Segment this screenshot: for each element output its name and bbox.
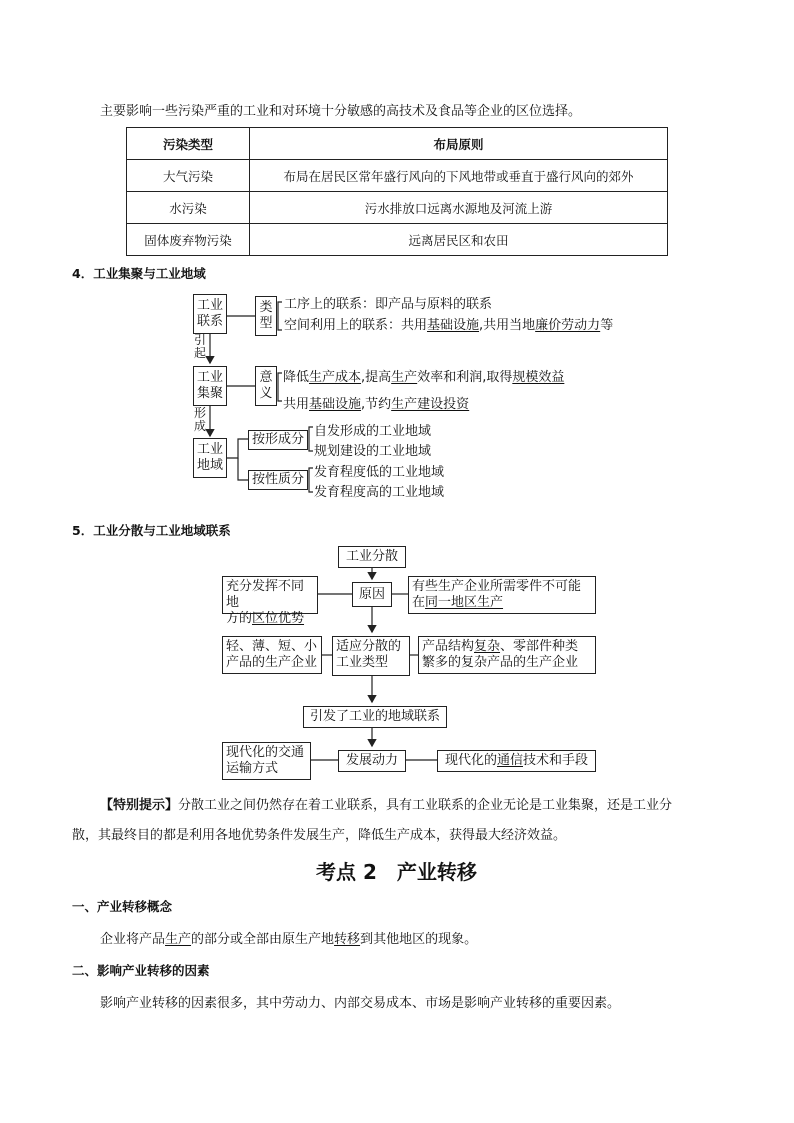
underlined-text: 生产: [391, 370, 418, 385]
by-nature-box: 按性质分: [248, 470, 308, 490]
table-cell: 远离居民区和农田: [250, 224, 668, 256]
table-cell: 固体废弃物污染: [127, 224, 250, 256]
tip-label: 【特别提示】: [100, 798, 179, 813]
text-span: 分散工业之间仍然存在着工业联系，具有工业联系的企业无论是工业集聚，还是工业分: [178, 798, 673, 813]
box-line: 现代化的交通: [226, 745, 305, 760]
by-formation-box: 按形成分: [248, 430, 308, 450]
underlined-text: 转移: [334, 932, 361, 947]
box-line: 工业: [196, 298, 223, 313]
nature-2: 发育程度高的工业地域: [314, 485, 445, 500]
underlined-text: 生产成本: [309, 370, 362, 385]
modern-communication-box: [437, 750, 596, 772]
table-cell: 污水排放口远离水源地及河流上游: [250, 192, 668, 224]
factors-paragraph: 影响产业转移的因素很多，其中劳动力、内部交易成本、市场是影响产业转移的重要因素。: [100, 996, 621, 1011]
text-span: ,共用当地: [479, 318, 536, 333]
text-span: 方的: [226, 611, 253, 626]
nature-1: 发育程度低的工业地域: [314, 465, 445, 480]
text-span: 共用: [283, 397, 310, 412]
text-span: 、零部件种类: [500, 639, 579, 654]
table-cell: 布局在居民区常年盛行风向的下风地带或垂直于盛行风向的郊外: [250, 160, 668, 192]
reason-box: 原因: [352, 582, 392, 607]
text-span: ,节约: [361, 397, 392, 412]
regional-linkage-box: 引发了工业的地域联系: [303, 706, 447, 728]
table-cell: 水污染: [127, 192, 250, 224]
text-span: 产品结构: [422, 639, 475, 654]
box-line: 产品的生产企业: [226, 655, 318, 670]
box-line: 工业: [196, 442, 223, 457]
text-span: 效率和利润,取得: [417, 370, 513, 385]
box-line: 义: [259, 386, 273, 401]
underlined-text: 生产: [165, 932, 192, 947]
box-line: 类: [259, 300, 273, 315]
label-char: 成: [194, 419, 207, 433]
table-header-cell: 布局原则: [250, 128, 668, 160]
label-char: 形: [194, 406, 207, 420]
complex-products-box: [418, 636, 596, 674]
section-5-heading: 5．工业分散与工业地域联系: [72, 523, 231, 538]
text-span: ,提高: [361, 370, 392, 385]
modern-transport-box: [222, 742, 311, 780]
driving-force-box: 发展动力: [338, 750, 406, 772]
label-char: 起: [194, 346, 207, 360]
parts-not-local-box: [408, 576, 596, 614]
dispersed-industry-type-box: [332, 636, 410, 676]
box-line: [226, 611, 314, 627]
box-line: 集聚: [196, 386, 223, 401]
text-span: 的部分或全部由原生产地: [191, 932, 335, 947]
underlined-text: 区位优势: [252, 611, 305, 626]
section-4-heading: 4．工业集聚与工业地域: [72, 266, 206, 281]
box-line: 意: [259, 370, 273, 385]
table-header-cell: 污染类型: [127, 128, 250, 160]
intro-text: 主要影响一些污染严重的工业和对环境十分敏感的高技术及食品等企业的区位选择。: [100, 104, 582, 119]
text-span: 在: [412, 595, 426, 610]
box-line: 地域: [196, 458, 223, 473]
table-cell: 大气污染: [127, 160, 250, 192]
text-span: 空间利用上的联系：共用: [284, 318, 428, 333]
industrial-dispersion-box: 工业分散: [338, 546, 406, 568]
text-span: 等: [600, 318, 614, 333]
concept-paragraph: [100, 928, 477, 947]
underlined-text: 通信: [496, 753, 523, 768]
underlined-text: 规模效益: [512, 370, 565, 385]
text-span: 企业将产品: [100, 932, 166, 947]
text-span: 降低: [283, 370, 310, 385]
heading-factors: 二、影响产业转移的因素: [72, 963, 210, 978]
box-line: 有些生产企业所需零件不可能: [412, 579, 582, 594]
light-small-products-box: [222, 636, 322, 674]
box-line: 联系: [196, 314, 223, 329]
linkage-type-1: 工序上的联系：即产品与原料的联系: [284, 297, 493, 312]
heading-concept: 一、产业转移概念: [72, 899, 173, 914]
box-line: 工业: [196, 370, 223, 385]
text-span: 现代化的: [444, 753, 497, 768]
box-line: 型: [259, 316, 273, 331]
box-line: 工业类型: [336, 655, 389, 670]
box-line: 繁多的复杂产品的生产企业: [422, 655, 579, 670]
text-span: 技术和手段: [523, 753, 589, 768]
underlined-text: 基础设施: [309, 397, 362, 412]
underlined-text: 同一地区生产: [425, 595, 504, 610]
box-line: 充分发挥不同地: [226, 579, 305, 610]
box-line: 适应分散的: [336, 639, 402, 654]
underlined-text: 复杂: [474, 639, 501, 654]
box-line: 运输方式: [226, 761, 279, 776]
box-line: [422, 639, 592, 655]
text-span: 到其他地区的现象。: [360, 932, 478, 947]
underlined-text: 基础设施: [427, 318, 480, 333]
formation-1: 自发形成的工业地域: [314, 424, 432, 439]
formation-2: 规划建设的工业地域: [314, 444, 432, 459]
special-tip-line-2: 散，其最终目的都是利用各地优势条件发展生产，降低生产成本，获得最大经济效益。: [72, 828, 567, 843]
underlined-text: 廉价劳动力: [535, 318, 601, 333]
box-line: 轻、薄、短、小: [226, 639, 318, 654]
label-char: 引: [194, 333, 207, 347]
underlined-text: 生产建设投资: [391, 397, 470, 412]
box-line: [412, 595, 592, 611]
section-title-kaodian-2: 考点 2 产业转移: [316, 860, 477, 884]
special-tip-line-1: [100, 794, 672, 813]
regional-advantage-box: [222, 576, 318, 626]
